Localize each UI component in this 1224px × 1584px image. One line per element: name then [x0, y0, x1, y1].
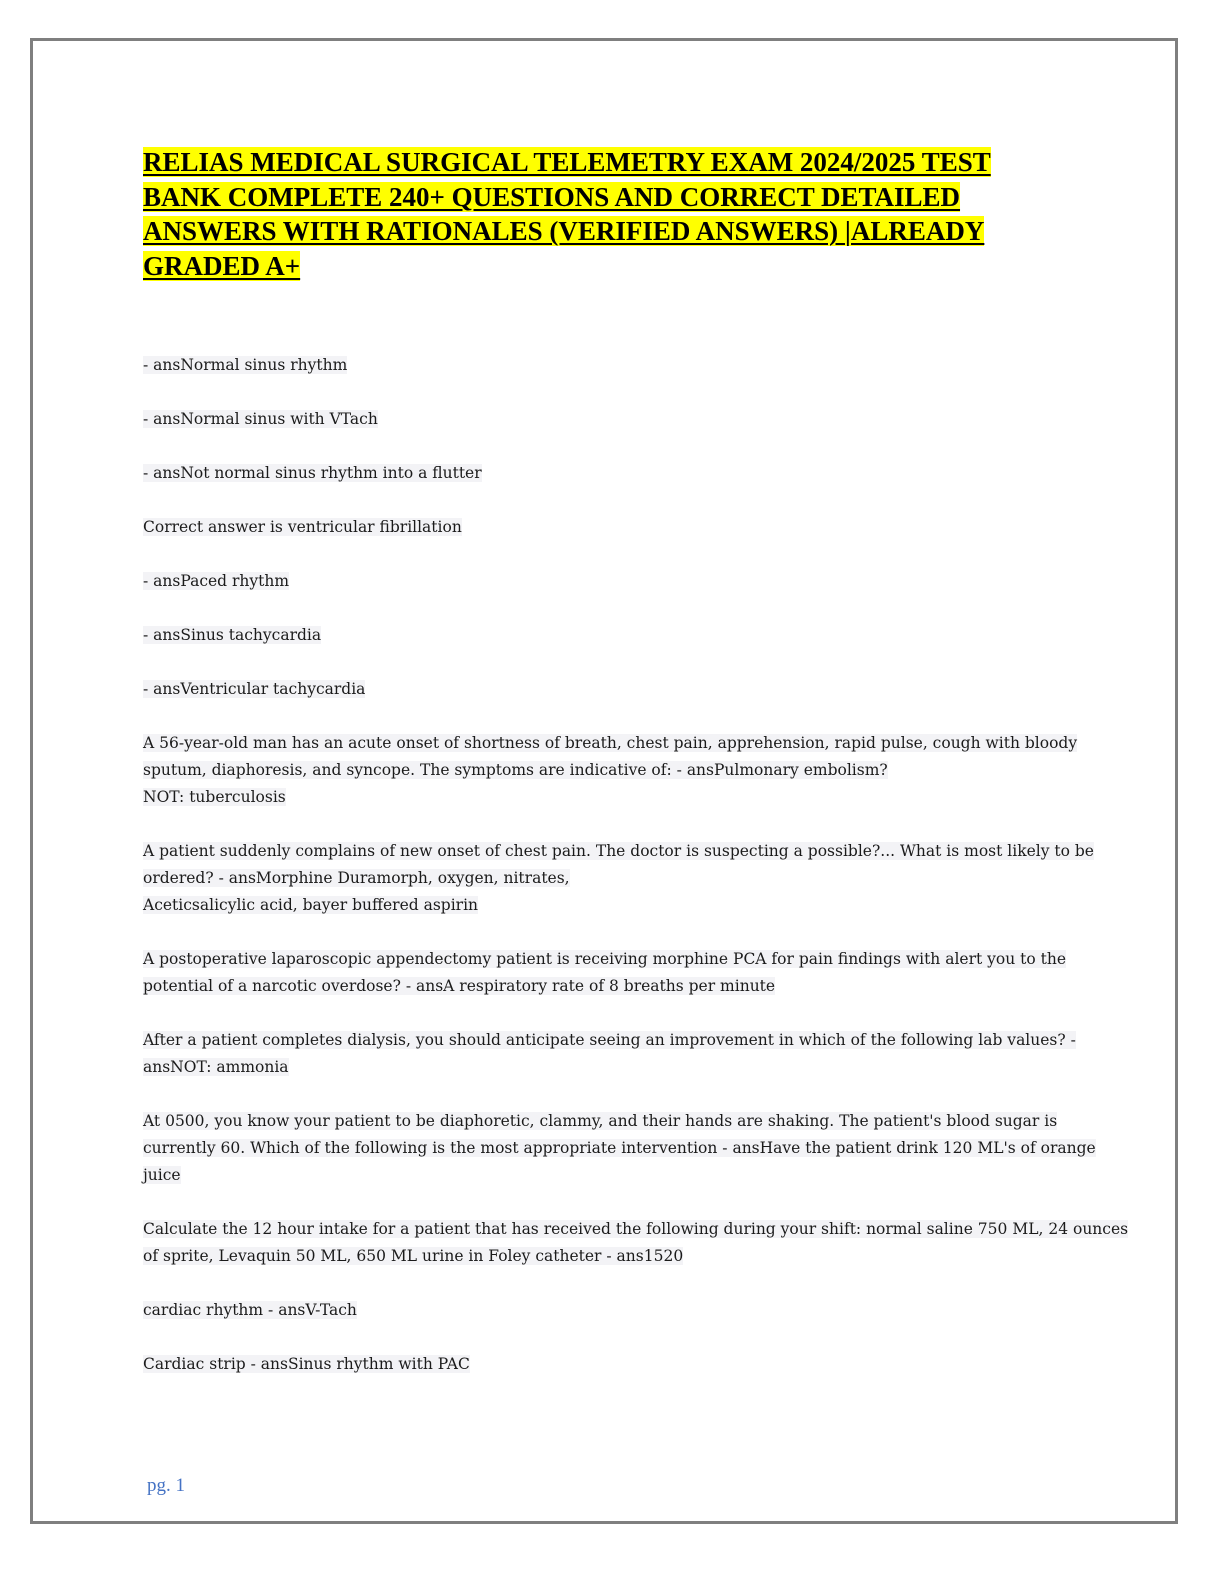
entry-line: - ansVentricular tachycardia [143, 680, 366, 698]
entry-line: ordered? - ansMorphine Duramorph, oxygen, nitrates, [143, 869, 570, 887]
entry-line: sputum, diaphoresis, and syncope. The symptoms are indicative of: - ansPulmonary embolism? [143, 761, 888, 779]
qa-entry [143, 730, 1083, 811]
qa-entry [143, 514, 1083, 541]
title-line: ANSWERS WITH RATIONALES (VERIFIED ANSWERS) |ALREADY [143, 216, 985, 246]
entry-line: NOT: tuberculosis [143, 788, 286, 806]
qa-entry [143, 568, 1083, 595]
document-title [143, 145, 1043, 283]
qa-entry [143, 352, 1083, 379]
qa-entry [143, 946, 1083, 1000]
entry-line: Aceticsalicylic acid, bayer buffered aspirin [143, 896, 479, 914]
qa-entry [143, 622, 1083, 649]
qa-entry [143, 1351, 1083, 1378]
entry-line: Calculate the 12 hour intake for a patient that has received the following during your shift: normal saline 750 ML, 24 ounces [143, 1220, 1129, 1238]
qa-entry [143, 1027, 1083, 1081]
entry-line: At 0500, you know your patient to be diaphoretic, clammy, and their hands are shaking. The patient's blood sugar is [143, 1112, 1058, 1130]
title-line: BANK COMPLETE 240+ QUESTIONS AND CORRECT DETAILED [143, 181, 961, 212]
qa-entry [143, 676, 1083, 703]
qa-entry [143, 1108, 1096, 1189]
entry-line: - ansNormal sinus with VTach [143, 410, 378, 428]
entry-line: juice [143, 1166, 181, 1184]
entry-line: - ansNormal sinus rhythm [143, 356, 348, 374]
entry-line: currently 60. Which of the following is the most appropriate intervention - ansHave the patient drink 120 ML's of orange [143, 1139, 1096, 1157]
entry-line: A 56-year-old man has an acute onset of shortness of breath, chest pain, apprehension, rapid pulse, cough with bloody [143, 734, 1078, 752]
title-line: RELIAS MEDICAL SURGICAL TELEMETRY EXAM 2024/2025 TEST [143, 147, 991, 177]
entry-line: - ansPaced rhythm [143, 572, 290, 590]
qa-entry [143, 1216, 1129, 1270]
qa-entry [143, 406, 1083, 433]
entry-line: ansNOT: ammonia [143, 1058, 289, 1076]
entry-line: Correct answer is ventricular fibrillation [143, 518, 462, 536]
entry-line: A postoperative laparoscopic appendectomy patient is receiving morphine PCA for pain findings with alert you to the [143, 950, 1067, 968]
entry-line: - ansNot normal sinus rhythm into a flutter [143, 464, 482, 482]
page-number: pg. 1 [147, 1475, 185, 1496]
entry-line: A patient suddenly complains of new onset of chest pain. The doctor is suspecting a possible?... What is most likely to be [143, 842, 1094, 860]
qa-entry [143, 838, 1094, 919]
entry-line: potential of a narcotic overdose? - ansA respiratory rate of 8 breaths per minute [143, 977, 776, 995]
entry-line: of sprite, Levaquin 50 ML, 650 ML urine in Foley catheter - ans1520 [143, 1247, 684, 1265]
entry-line: - ansSinus tachycardia [143, 626, 322, 644]
entry-line: After a patient completes dialysis, you should anticipate seeing an improvement in which of the following lab values? - [143, 1031, 1076, 1049]
entry-line: cardiac rhythm - ansV-Tach [143, 1301, 357, 1319]
qa-entry [143, 460, 1083, 487]
question-answer-list [143, 352, 1129, 1405]
entry-line: Cardiac strip - ansSinus rhythm with PAC [143, 1355, 470, 1373]
qa-entry [143, 1297, 1083, 1324]
title-line: GRADED A+ [143, 250, 301, 281]
